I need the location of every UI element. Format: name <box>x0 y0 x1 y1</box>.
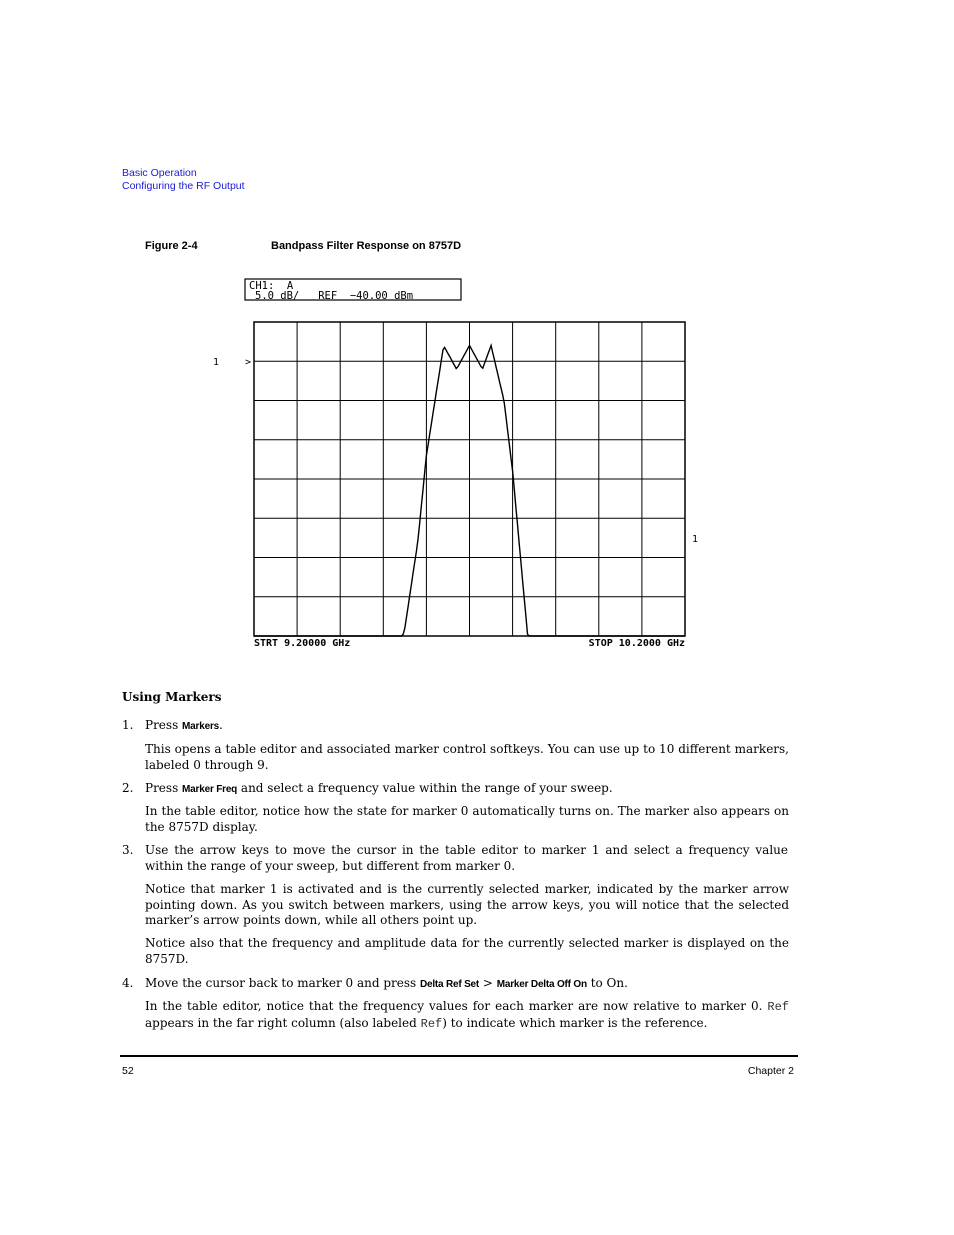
ref-code-1: Ref <box>767 1000 789 1014</box>
delta-ref-set-key: Delta Ref Set <box>419 979 480 990</box>
bandpass-filter-plot <box>200 272 700 657</box>
step-4-suffix: to On. <box>586 976 628 990</box>
figure-number: Figure 2-4 <box>145 240 198 252</box>
breadcrumb-configuring-rf-output[interactable]: Configuring the RF Output <box>122 179 245 192</box>
page-number: 52 <box>122 1065 134 1077</box>
paragraph-1: This opens a table editor and associated marker control softkeys. You can use up to 10 different markers, labeled 0 through 9. <box>145 742 789 772</box>
step-4 <box>122 976 788 993</box>
step-1-number: 1. <box>122 718 134 732</box>
trace-label: 1 <box>692 534 699 545</box>
annotation-line-2: 5.0 dB/ REF −40.00 dBm <box>255 290 414 302</box>
annotation-line-1: CH1: A <box>249 280 294 292</box>
step-4-number: 4. <box>122 976 134 990</box>
step-3-number: 3. <box>122 843 134 857</box>
paragraph-5 <box>145 999 789 1032</box>
figure-title: Bandpass Filter Response on 8757D <box>271 240 462 252</box>
step-1 <box>122 718 788 735</box>
paragraph-3: Notice that marker 1 is activated and is the currently selected marker, indicated by the marker arrow pointing down. As you switch between markers, using the arrow keys, you will notice that the selected marker’s arrow points down, while all others point up. <box>145 882 789 927</box>
ref-code-2: Ref <box>420 1016 443 1031</box>
step-2-prefix: Press <box>145 781 183 795</box>
step-2-number: 2. <box>122 781 134 795</box>
step-3 <box>122 843 788 874</box>
paragraph-5-part-c: ) to indicate which marker is the reference. <box>442 1015 708 1030</box>
breadcrumb <box>122 167 245 192</box>
marker-freq-key: Marker Freq <box>182 784 238 795</box>
chapter-label: Chapter 2 <box>747 1065 794 1077</box>
reference-marker-arrow: > <box>245 357 252 368</box>
footer-rule <box>120 1055 798 1057</box>
paragraph-5-part-a: In the table editor, notice that the frequency values for each marker are now relative to marker 0. <box>145 999 768 1013</box>
paragraph-2: In the table editor, notice how the state for marker 0 automatically turns on. The marker also appears on the 8757D display. <box>145 804 789 834</box>
step-2 <box>122 781 788 798</box>
step-4-prefix: Move the cursor back to marker 0 and press <box>145 976 420 990</box>
paragraph-5-part-b: appears in the far right column (also labeled <box>145 1015 421 1030</box>
step-1-suffix: . <box>219 718 223 732</box>
marker-delta-off-on-key: Marker Delta Off On <box>496 979 587 990</box>
breadcrumb-basic-operation[interactable]: Basic Operation <box>122 167 197 179</box>
step-2-suffix: and select a frequency value within the range of your sweep. <box>237 781 613 795</box>
reference-marker-label: 1 <box>213 357 220 368</box>
step-4-separator: > <box>479 976 497 990</box>
step-3-text: Use the arrow keys to move the cursor in the table editor to marker 1 and select a frequency value within the range of your sweep, but different from marker 0. <box>145 843 788 873</box>
step-1-prefix: Press <box>145 718 183 732</box>
plot-grid <box>254 322 685 636</box>
paragraph-4: Notice also that the frequency and amplitude data for the currently selected marker is displayed on the 8757D. <box>145 936 789 966</box>
start-frequency-label: STRT 9.20000 GHz <box>254 638 351 649</box>
markers-key: Markers <box>182 721 220 732</box>
stop-frequency-label: STOP 10.2000 GHz <box>588 638 685 649</box>
section-heading: Using Markers <box>122 690 222 704</box>
